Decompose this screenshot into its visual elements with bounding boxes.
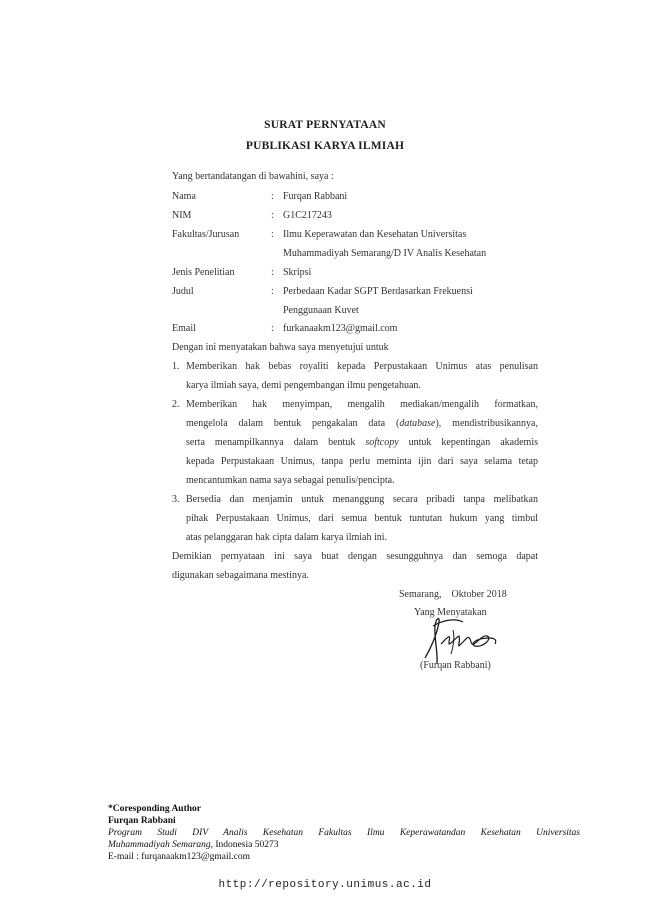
footer-affiliation-rest: Indonesia 50273: [213, 840, 279, 850]
footer-label: *Coresponding Author: [108, 804, 202, 814]
repository-url: http://repository.unimus.ac.id: [218, 879, 432, 891]
field-value-nim: G1C217243: [283, 210, 332, 221]
declarer-label: Yang Menyatakan: [414, 607, 487, 618]
field-label-email: Email: [172, 323, 196, 334]
list-item-text: serta menampilkannya dalam bentuk: [186, 437, 366, 448]
field-value-judul-cont: Penggunaan Kuvet: [283, 305, 359, 316]
field-colon: :: [271, 191, 274, 202]
field-label-fakultas: Fakultas/Jurusan: [172, 229, 240, 240]
field-colon: :: [271, 323, 274, 334]
footer-program: Program Studi DIV Analis Kesehatan Fakultas Ilmu Keperawatandan Kesehatan Universitas: [108, 828, 580, 838]
list-item-line: [186, 437, 538, 448]
list-item-line: kepada Perpustakaan Unimus, tanpa perlu meminta ijin dari saya selama tetap: [186, 456, 538, 467]
field-value-nama: Furqan Rabbani: [283, 191, 348, 202]
list-item-line: Memberikan hak menyimpan, mengalih mediakan/mengalih formatkan,: [186, 399, 538, 410]
footer-author-name: Furqan Rabbani: [108, 816, 176, 826]
list-item-italic: database: [399, 418, 436, 429]
field-value-email: furkanaakm123@gmail.com: [283, 323, 398, 334]
footer-email: E-mail : furqanaakm123@gmail.com: [108, 852, 250, 862]
list-item-line: pihak Perpustakaan Unimus, dari semua bentuk tuntutan hukum yang timbul: [186, 513, 538, 524]
field-label-jenis: Jenis Penelitian: [172, 267, 235, 278]
list-item-line: karya ilmiah saya, demi pengembangan ilmu pengetahuan.: [186, 380, 421, 391]
field-value-fakultas: Ilmu Keperawatan dan Kesehatan Universitas: [283, 229, 467, 240]
field-value-fakultas-cont: Muhammadiyah Semarang/D IV Analis Kesehatan: [283, 248, 487, 259]
field-value-judul: Perbedaan Kadar SGPT Berdasarkan Frekuensi: [283, 286, 473, 297]
statement-text: Dengan ini menyatakan bahwa saya menyetujui untuk: [172, 342, 389, 353]
list-item-line: Bersedia dan menjamin untuk menanggung secara pribadi tanpa melibatkan: [186, 494, 538, 505]
closing-line: Demikian pernyataan ini saya buat dengan sesungguhnya dan semoga dapat: [172, 551, 538, 562]
intro-text: Yang bertandatangan di bawahini, saya :: [172, 171, 334, 182]
document-subtitle: PUBLIKASI KARYA ILMIAH: [245, 140, 405, 152]
closing-line: digunakan sebagaimana mestinya.: [172, 570, 309, 581]
field-colon: :: [271, 229, 274, 240]
list-number: 1.: [172, 361, 180, 372]
field-label-nama: Nama: [172, 191, 196, 202]
document-title: SURAT PERNYATAAN: [264, 119, 386, 131]
list-number: 3.: [172, 494, 180, 505]
field-label-nim: NIM: [172, 210, 192, 221]
signer-name: (Furqan Rabbani): [420, 660, 491, 671]
footer-affiliation: [108, 840, 278, 850]
footer-affiliation-italic: Muhammadiyah Semarang,: [108, 840, 214, 850]
list-item-italic: softcopy: [365, 437, 399, 448]
field-colon: :: [271, 267, 274, 278]
place-date: Semarang, Oktober 2018: [399, 589, 507, 600]
field-value-jenis: Skripsi: [283, 267, 312, 278]
list-item-text: untuk kepentingan akademis: [398, 437, 538, 448]
list-item-line: Memberikan hak bebas royaliti kepada Perpustakaan Unimus atas penulisan: [186, 361, 538, 372]
list-item-text: ), mendistribusikannya,: [435, 418, 538, 429]
field-label-judul: Judul: [172, 286, 194, 297]
list-number: 2.: [172, 399, 180, 410]
list-item-text: mengelola dalam bentuk pengakalan data (: [186, 418, 400, 429]
field-colon: :: [271, 210, 274, 221]
list-item-line: [186, 418, 538, 429]
field-colon: :: [271, 286, 274, 297]
list-item-line: atas pelanggaran hak cipta dalam karya ilmiah ini.: [186, 532, 388, 543]
list-item-line: mencantumkan nama saya sebagai penulis/pencipta.: [186, 475, 395, 486]
